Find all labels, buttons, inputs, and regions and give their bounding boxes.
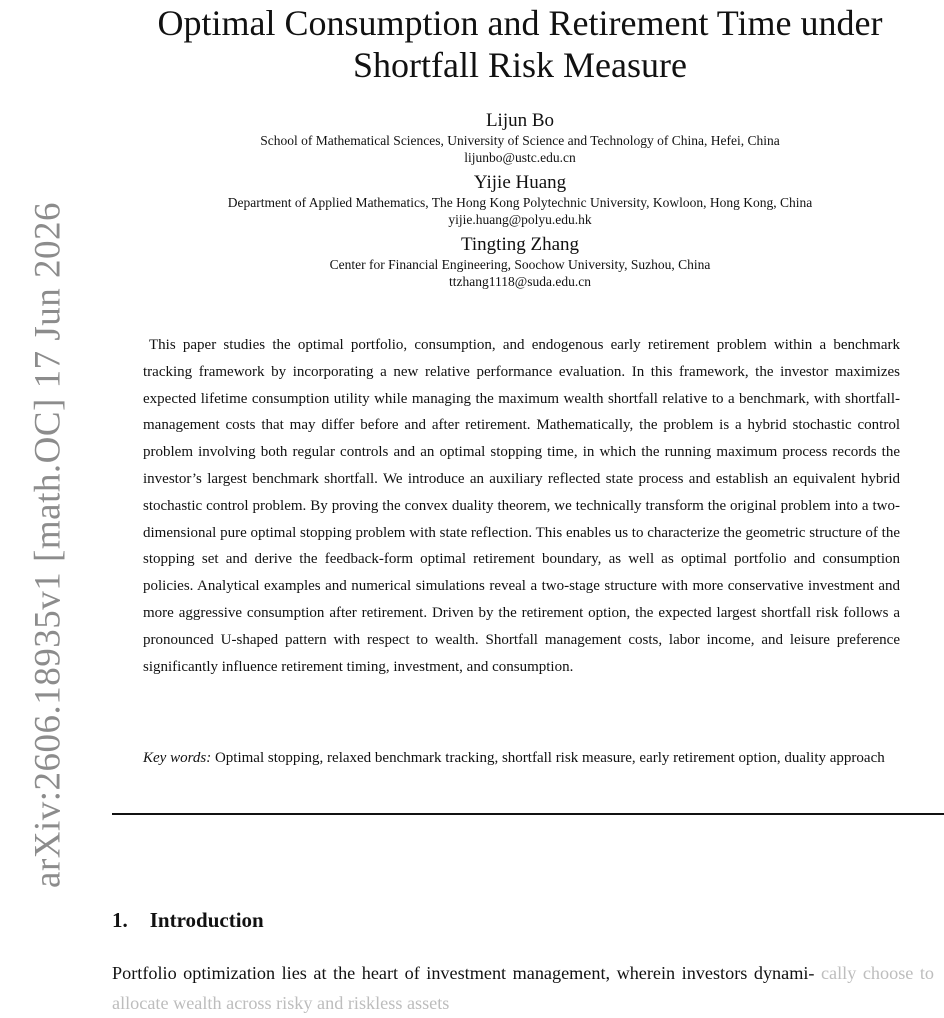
intro-line-1: Portfolio optimization lies at the heart of investment management, wherein investors dynami-: [112, 963, 815, 983]
author-block: [110, 172, 930, 228]
author-email[interactable]: ttzhang1118@suda.edu.cn: [449, 274, 591, 289]
section-heading: [112, 908, 264, 933]
author-block: [110, 234, 930, 290]
keywords-text: Optimal stopping, relaxed benchmark tracking, shortfall risk measure, early retirement option, duality approach: [214, 750, 885, 766]
intro-paragraph: [112, 958, 934, 1018]
paper-title: Optimal Consumption and Retirement Time under Shortfall Risk Measure: [157, 3, 883, 85]
author-affiliation: Department of Applied Mathematics, The Hong Kong Polytechnic University, Kowloon, Hong Kong, China: [227, 195, 813, 210]
arxiv-id-text: arXiv:2606.18935v1 [math.OC] 17 Jun 2026: [27, 202, 69, 888]
author-name: Yijie Huang: [473, 172, 567, 193]
arxiv-identifier-stamp: [0, 0, 69, 1000]
keywords-label: Key words:: [143, 750, 212, 766]
section-number: 1.: [112, 908, 128, 932]
author-list: [110, 110, 930, 296]
author-affiliation: Center for Financial Engineering, Soochow University, Suzhou, China: [329, 257, 711, 272]
section-title: Introduction: [149, 908, 264, 932]
author-email[interactable]: yijie.huang@polyu.edu.hk: [448, 212, 592, 227]
abstract-paragraph: This paper studies the optimal portfolio, consumption, and endogenous early retirement problem within a benchmark tracking framework by incorporating a new relative performance evaluation. In this framework, the investor maximizes expected lifetime consumption utility while managing the maximum wealth shortfall relative to a benchmark, with shortfall-management costs that may differ before and after retirement. Mathematically, the problem is a hybrid stochastic control problem involving both regular controls and an optimal stopping time, in which the running maximum process records the investor’s largest benchmark shortfall. We introduce an auxiliary reflected state process and establish an equivalent hybrid stochastic control problem. By proving the convex duality theorem, we technically transform the original problem into a two-dimensional pure optimal stopping problem with state reflection. This enables us to characterize the geometric structure of the stopping set and derive the feedback-form optimal retirement boundary, as well as optimal portfolio and consumption policies. Analytical examples and numerical simulations reveal a two-stage structure with more conservative investment and more aggressive consumption after retirement. Driven by the retirement option, the expected largest shortfall risk follows a pronounced U-shaped pattern with respect to wealth. Shortfall management costs, labor income, and leisure preference significantly influence retirement timing, investment, and consumption.: [143, 337, 900, 675]
author-name: Lijun Bo: [485, 110, 555, 131]
keywords: [143, 745, 900, 772]
author-name: Tingting Zhang: [460, 234, 580, 255]
author-block: [110, 110, 930, 166]
author-affiliation: School of Mathematical Sciences, University of Science and Technology of China, Hefei, China: [260, 133, 780, 148]
section-divider: [112, 813, 944, 815]
intro-line-2-partial: cally choose to allocate wealth across risky and riskless assets: [112, 963, 935, 1013]
author-email[interactable]: lijunbo@ustc.edu.cn: [464, 150, 576, 165]
